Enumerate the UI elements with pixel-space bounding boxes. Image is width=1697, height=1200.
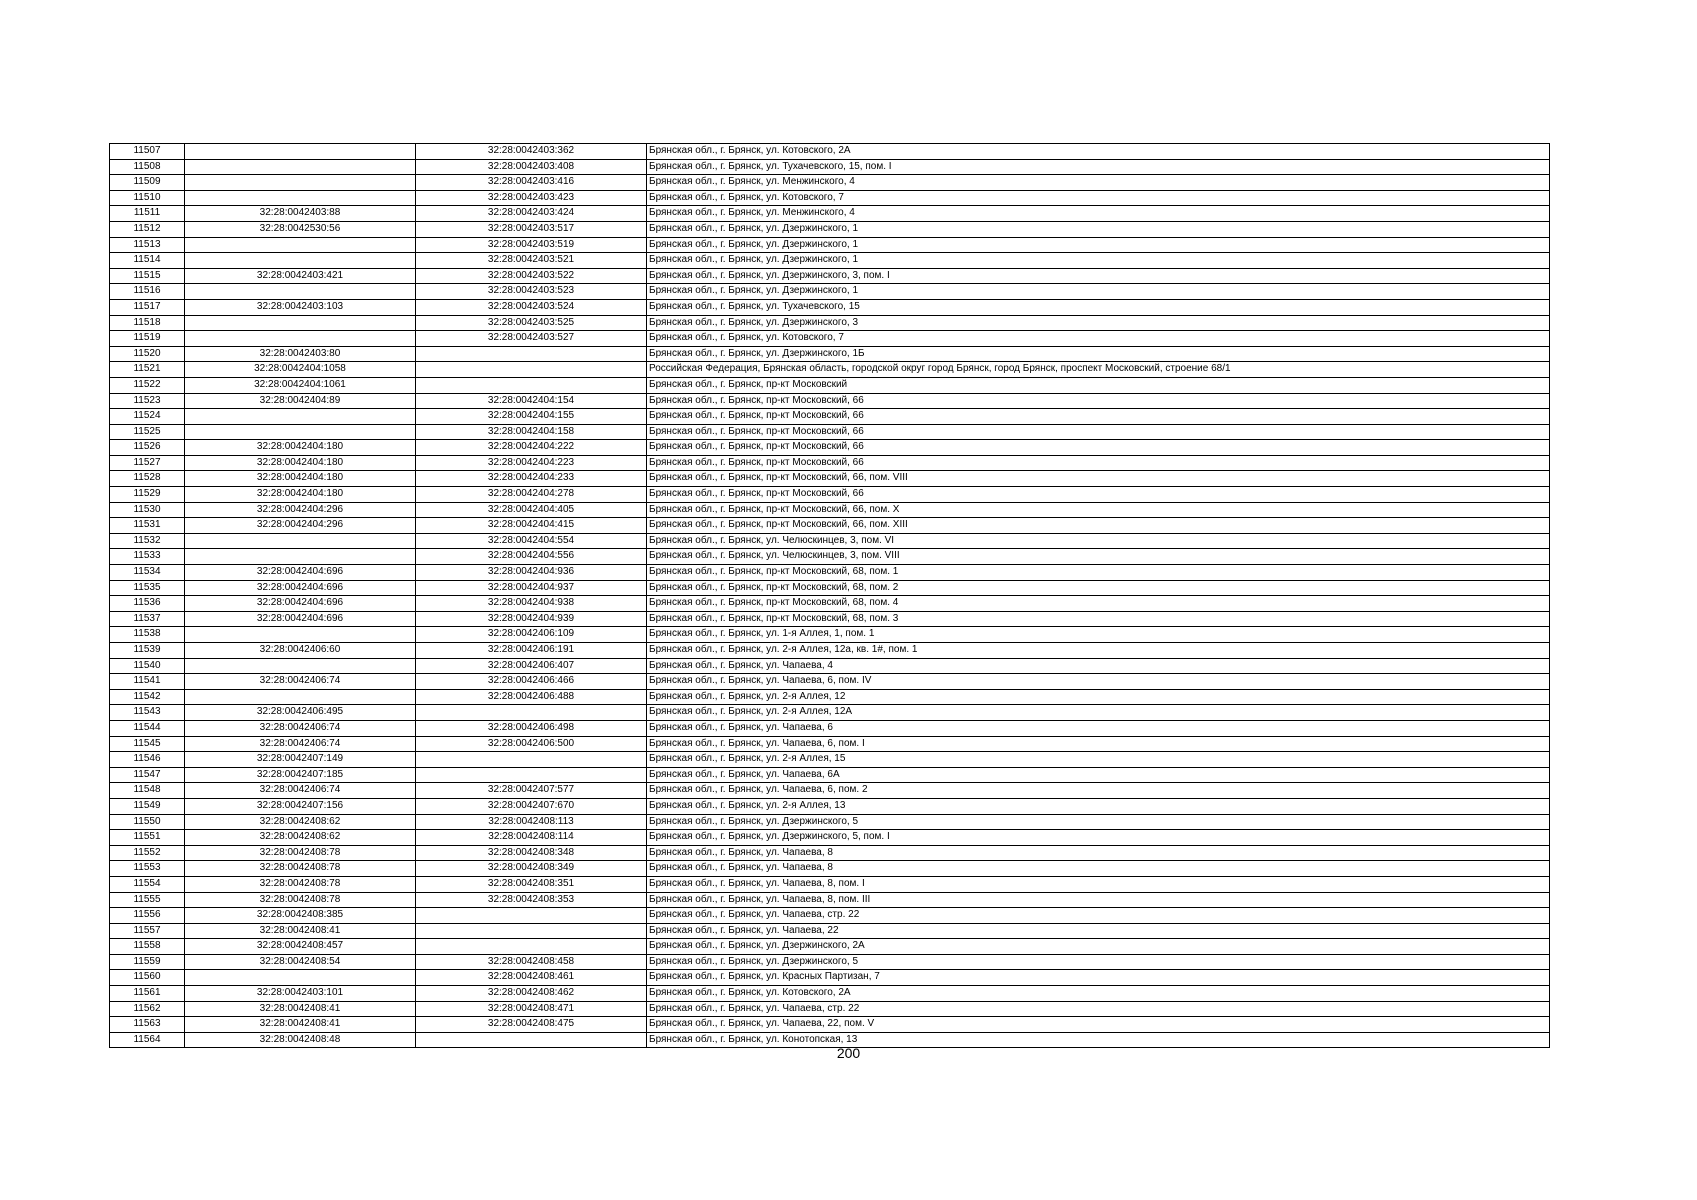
parent-cadastral-number <box>185 549 416 565</box>
cadastral-number: 32:28:0042403:423 <box>416 190 647 206</box>
address: Брянская обл., г. Брянск, ул. Чапаева, стр. 22 <box>647 908 1550 924</box>
address: Брянская обл., г. Брянск, пр-кт Московский, 66 <box>647 424 1550 440</box>
parent-cadastral-number: 32:28:0042406:495 <box>185 705 416 721</box>
table-row <box>110 409 1550 425</box>
cadastral-number: 32:28:0042408:461 <box>416 970 647 986</box>
address: Брянская обл., г. Брянск, ул. Чапаева, стр. 22 <box>647 1001 1550 1017</box>
address: Брянская обл., г. Брянск, ул. Чапаева, 22 <box>647 923 1550 939</box>
address: Брянская обл., г. Брянск, пр-кт Московский, 66 <box>647 487 1550 503</box>
address: Брянская обл., г. Брянск, ул. 1-я Аллея, 1, пом. 1 <box>647 627 1550 643</box>
parent-cadastral-number: 32:28:0042407:156 <box>185 798 416 814</box>
parent-cadastral-number: 32:28:0042404:296 <box>185 502 416 518</box>
cadastral-number: 32:28:0042404:556 <box>416 549 647 565</box>
parent-cadastral-number: 32:28:0042408:78 <box>185 861 416 877</box>
row-number: 11560 <box>110 970 185 986</box>
table-row <box>110 658 1550 674</box>
registry-table-body <box>110 144 1550 1048</box>
row-number: 11516 <box>110 284 185 300</box>
table-row <box>110 705 1550 721</box>
address: Брянская обл., г. Брянск, ул. Дзержинского, 2А <box>647 939 1550 955</box>
row-number: 11542 <box>110 689 185 705</box>
row-number: 11546 <box>110 752 185 768</box>
row-number: 11513 <box>110 237 185 253</box>
row-number: 11511 <box>110 206 185 222</box>
row-number: 11508 <box>110 159 185 175</box>
address: Брянская обл., г. Брянск, ул. Челюскинцев, 3, пом. VI <box>647 533 1550 549</box>
address: Российская Федерация, Брянская область, городской округ город Брянск, город Брянск, проспект Московский, строение 68/1 <box>647 362 1550 378</box>
parent-cadastral-number: 32:28:0042404:696 <box>185 580 416 596</box>
row-number: 11558 <box>110 939 185 955</box>
parent-cadastral-number: 32:28:0042404:1058 <box>185 362 416 378</box>
table-row <box>110 767 1550 783</box>
table-row <box>110 954 1550 970</box>
table-row <box>110 627 1550 643</box>
parent-cadastral-number: 32:28:0042408:78 <box>185 876 416 892</box>
address: Брянская обл., г. Брянск, пр-кт Московский, 68, пом. 2 <box>647 580 1550 596</box>
row-number: 11507 <box>110 144 185 160</box>
row-number: 11556 <box>110 908 185 924</box>
cadastral-number <box>416 362 647 378</box>
cadastral-number: 32:28:0042406:488 <box>416 689 647 705</box>
parent-cadastral-number <box>185 424 416 440</box>
parent-cadastral-number: 32:28:0042407:149 <box>185 752 416 768</box>
cadastral-number: 32:28:0042403:521 <box>416 253 647 269</box>
address: Брянская обл., г. Брянск, ул. Дзержинского, 1 <box>647 237 1550 253</box>
page-number: 200 <box>836 1045 861 1061</box>
parent-cadastral-number <box>185 331 416 347</box>
parent-cadastral-number: 32:28:0042408:62 <box>185 830 416 846</box>
row-number: 11562 <box>110 1001 185 1017</box>
table-row <box>110 221 1550 237</box>
cadastral-number <box>416 377 647 393</box>
row-number: 11549 <box>110 798 185 814</box>
cadastral-number: 32:28:0042404:154 <box>416 393 647 409</box>
row-number: 11548 <box>110 783 185 799</box>
parent-cadastral-number: 32:28:0042406:60 <box>185 643 416 659</box>
address: Брянская обл., г. Брянск, ул. Дзержинского, 1 <box>647 284 1550 300</box>
row-number: 11539 <box>110 643 185 659</box>
cadastral-number: 32:28:0042403:522 <box>416 268 647 284</box>
row-number: 11519 <box>110 331 185 347</box>
table-row <box>110 689 1550 705</box>
cadastral-number <box>416 346 647 362</box>
table-row <box>110 268 1550 284</box>
table-row <box>110 783 1550 799</box>
row-number: 11526 <box>110 440 185 456</box>
address: Брянская обл., г. Брянск, пр-кт Московский, 66, пом. XIII <box>647 518 1550 534</box>
table-row <box>110 487 1550 503</box>
table-row <box>110 596 1550 612</box>
table-row <box>110 674 1550 690</box>
parent-cadastral-number <box>185 237 416 253</box>
parent-cadastral-number: 32:28:0042406:74 <box>185 674 416 690</box>
address: Брянская обл., г. Брянск, ул. 2-я Аллея, 12А <box>647 705 1550 721</box>
cadastral-number: 32:28:0042403:519 <box>416 237 647 253</box>
parent-cadastral-number: 32:28:0042404:89 <box>185 393 416 409</box>
table-row <box>110 892 1550 908</box>
table-row <box>110 814 1550 830</box>
parent-cadastral-number: 32:28:0042404:696 <box>185 565 416 581</box>
cadastral-number: 32:28:0042404:936 <box>416 565 647 581</box>
parent-cadastral-number: 32:28:0042408:41 <box>185 1017 416 1033</box>
parent-cadastral-number: 32:28:0042408:78 <box>185 845 416 861</box>
parent-cadastral-number <box>185 970 416 986</box>
cadastral-number: 32:28:0042404:155 <box>416 409 647 425</box>
row-number: 11525 <box>110 424 185 440</box>
cadastral-number: 32:28:0042404:278 <box>416 487 647 503</box>
address: Брянская обл., г. Брянск, ул. Менжинского, 4 <box>647 206 1550 222</box>
table-row <box>110 908 1550 924</box>
address: Брянская обл., г. Брянск, пр-кт Московский, 66 <box>647 440 1550 456</box>
row-number: 11550 <box>110 814 185 830</box>
row-number: 11557 <box>110 923 185 939</box>
address: Брянская обл., г. Брянск, ул. Дзержинского, 1 <box>647 253 1550 269</box>
cadastral-number: 32:28:0042403:525 <box>416 315 647 331</box>
address: Брянская обл., г. Брянск, ул. 2-я Аллея, 13 <box>647 798 1550 814</box>
row-number: 11545 <box>110 736 185 752</box>
row-number: 11521 <box>110 362 185 378</box>
address: Брянская обл., г. Брянск, ул. Дзержинского, 5 <box>647 954 1550 970</box>
cadastral-number: 32:28:0042403:408 <box>416 159 647 175</box>
parent-cadastral-number: 32:28:0042408:48 <box>185 1032 416 1048</box>
cadastral-number: 32:28:0042403:362 <box>416 144 647 160</box>
table-row <box>110 845 1550 861</box>
address: Брянская обл., г. Брянск, ул. Дзержинского, 3 <box>647 315 1550 331</box>
row-number: 11530 <box>110 502 185 518</box>
row-number: 11552 <box>110 845 185 861</box>
address: Брянская обл., г. Брянск, ул. Чапаева, 6 <box>647 720 1550 736</box>
row-number: 11514 <box>110 253 185 269</box>
address: Брянская обл., г. Брянск, ул. Котовского, 7 <box>647 190 1550 206</box>
cadastral-number: 32:28:0042408:353 <box>416 892 647 908</box>
table-row <box>110 424 1550 440</box>
cadastral-number <box>416 705 647 721</box>
row-number: 11544 <box>110 720 185 736</box>
table-row <box>110 736 1550 752</box>
row-number: 11532 <box>110 533 185 549</box>
parent-cadastral-number: 32:28:0042406:74 <box>185 736 416 752</box>
row-number: 11551 <box>110 830 185 846</box>
parent-cadastral-number <box>185 533 416 549</box>
cadastral-number <box>416 767 647 783</box>
table-row <box>110 533 1550 549</box>
address: Брянская обл., г. Брянск, ул. Чапаева, 6, пом. IV <box>647 674 1550 690</box>
parent-cadastral-number <box>185 627 416 643</box>
table-row <box>110 565 1550 581</box>
parent-cadastral-number: 32:28:0042403:101 <box>185 986 416 1002</box>
table-row <box>110 518 1550 534</box>
table-row <box>110 1017 1550 1033</box>
row-number: 11555 <box>110 892 185 908</box>
table-row <box>110 643 1550 659</box>
address: Брянская обл., г. Брянск, пр-кт Московский, 66, пом. VIII <box>647 471 1550 487</box>
table-row <box>110 830 1550 846</box>
parent-cadastral-number <box>185 190 416 206</box>
row-number: 11534 <box>110 565 185 581</box>
parent-cadastral-number: 32:28:0042408:62 <box>185 814 416 830</box>
address: Брянская обл., г. Брянск, пр-кт Московский <box>647 377 1550 393</box>
row-number: 11554 <box>110 876 185 892</box>
registry-table <box>109 143 1550 1048</box>
row-number: 11510 <box>110 190 185 206</box>
table-row <box>110 190 1550 206</box>
address: Брянская обл., г. Брянск, ул. Чапаева, 6, пом. 2 <box>647 783 1550 799</box>
cadastral-number: 32:28:0042406:466 <box>416 674 647 690</box>
cadastral-number: 32:28:0042403:523 <box>416 284 647 300</box>
table-row <box>110 331 1550 347</box>
address: Брянская обл., г. Брянск, ул. Менжинского, 4 <box>647 175 1550 191</box>
parent-cadastral-number: 32:28:0042408:385 <box>185 908 416 924</box>
table-row <box>110 175 1550 191</box>
row-number: 11529 <box>110 487 185 503</box>
parent-cadastral-number <box>185 144 416 160</box>
parent-cadastral-number: 32:28:0042406:74 <box>185 720 416 736</box>
address: Брянская обл., г. Брянск, ул. Чапаева, 8 <box>647 861 1550 877</box>
table-row <box>110 237 1550 253</box>
parent-cadastral-number <box>185 689 416 705</box>
cadastral-number: 32:28:0042408:349 <box>416 861 647 877</box>
address: Брянская обл., г. Брянск, ул. 2-я Аллея, 12а, кв. 1#, пом. 1 <box>647 643 1550 659</box>
address: Брянская обл., г. Брянск, пр-кт Московский, 66 <box>647 455 1550 471</box>
address: Брянская обл., г. Брянск, ул. Котовского, 7 <box>647 331 1550 347</box>
table-row <box>110 752 1550 768</box>
address: Брянская обл., г. Брянск, ул. 2-я Аллея, 15 <box>647 752 1550 768</box>
cadastral-number: 32:28:0042408:458 <box>416 954 647 970</box>
parent-cadastral-number <box>185 315 416 331</box>
parent-cadastral-number: 32:28:0042403:88 <box>185 206 416 222</box>
address: Брянская обл., г. Брянск, ул. 2-я Аллея, 12 <box>647 689 1550 705</box>
address: Брянская обл., г. Брянск, ул. Котовского, 2А <box>647 986 1550 1002</box>
row-number: 11509 <box>110 175 185 191</box>
cadastral-number: 32:28:0042408:475 <box>416 1017 647 1033</box>
address: Брянская обл., г. Брянск, ул. Чапаева, 4 <box>647 658 1550 674</box>
parent-cadastral-number: 32:28:0042407:185 <box>185 767 416 783</box>
table-row <box>110 299 1550 315</box>
table-row <box>110 315 1550 331</box>
cadastral-number <box>416 908 647 924</box>
address: Брянская обл., г. Брянск, пр-кт Московский, 66 <box>647 393 1550 409</box>
cadastral-number <box>416 939 647 955</box>
parent-cadastral-number: 32:28:0042404:180 <box>185 487 416 503</box>
address: Брянская обл., г. Брянск, ул. Чапаева, 22, пом. V <box>647 1017 1550 1033</box>
address: Брянская обл., г. Брянск, пр-кт Московский, 68, пом. 4 <box>647 596 1550 612</box>
cadastral-number <box>416 923 647 939</box>
row-number: 11559 <box>110 954 185 970</box>
parent-cadastral-number: 32:28:0042408:457 <box>185 939 416 955</box>
row-number: 11523 <box>110 393 185 409</box>
row-number: 11541 <box>110 674 185 690</box>
row-number: 11537 <box>110 611 185 627</box>
table-row <box>110 377 1550 393</box>
cadastral-number: 32:28:0042404:158 <box>416 424 647 440</box>
table-row <box>110 970 1550 986</box>
table-row <box>110 455 1550 471</box>
row-number: 11517 <box>110 299 185 315</box>
cadastral-number: 32:28:0042406:191 <box>416 643 647 659</box>
row-number: 11528 <box>110 471 185 487</box>
cadastral-number: 32:28:0042408:471 <box>416 1001 647 1017</box>
table-row <box>110 861 1550 877</box>
row-number: 11531 <box>110 518 185 534</box>
row-number: 11538 <box>110 627 185 643</box>
address: Брянская обл., г. Брянск, пр-кт Московский, 68, пом. 1 <box>647 565 1550 581</box>
row-number: 11512 <box>110 221 185 237</box>
address: Брянская обл., г. Брянск, ул. Дзержинского, 3, пом. I <box>647 268 1550 284</box>
parent-cadastral-number <box>185 658 416 674</box>
table-row <box>110 720 1550 736</box>
row-number: 11563 <box>110 1017 185 1033</box>
table-row <box>110 346 1550 362</box>
address: Брянская обл., г. Брянск, ул. Дзержинского, 1Б <box>647 346 1550 362</box>
table-row <box>110 939 1550 955</box>
row-number: 11524 <box>110 409 185 425</box>
table-row <box>110 986 1550 1002</box>
cadastral-number: 32:28:0042404:939 <box>416 611 647 627</box>
parent-cadastral-number: 32:28:0042403:421 <box>185 268 416 284</box>
address: Брянская обл., г. Брянск, ул. Дзержинского, 5 <box>647 814 1550 830</box>
row-number: 11540 <box>110 658 185 674</box>
table-row <box>110 393 1550 409</box>
cadastral-number: 32:28:0042403:517 <box>416 221 647 237</box>
parent-cadastral-number: 32:28:0042404:296 <box>185 518 416 534</box>
parent-cadastral-number: 32:28:0042404:180 <box>185 440 416 456</box>
table-row <box>110 549 1550 565</box>
cadastral-number: 32:28:0042403:524 <box>416 299 647 315</box>
cadastral-number: 32:28:0042408:113 <box>416 814 647 830</box>
cadastral-number: 32:28:0042407:670 <box>416 798 647 814</box>
parent-cadastral-number: 32:28:0042406:74 <box>185 783 416 799</box>
parent-cadastral-number: 32:28:0042408:41 <box>185 1001 416 1017</box>
cadastral-number: 32:28:0042408:114 <box>416 830 647 846</box>
table-row <box>110 144 1550 160</box>
row-number: 11535 <box>110 580 185 596</box>
row-number: 11564 <box>110 1032 185 1048</box>
cadastral-number: 32:28:0042404:554 <box>416 533 647 549</box>
address: Брянская обл., г. Брянск, ул. Чапаева, 8 <box>647 845 1550 861</box>
table-row <box>110 206 1550 222</box>
cadastral-number: 32:28:0042406:498 <box>416 720 647 736</box>
address: Брянская обл., г. Брянск, ул. Дзержинского, 1 <box>647 221 1550 237</box>
address: Брянская обл., г. Брянск, ул. Чапаева, 8, пом. I <box>647 876 1550 892</box>
table-row <box>110 253 1550 269</box>
table-row <box>110 502 1550 518</box>
address: Брянская обл., г. Брянск, ул. Чапаева, 6А <box>647 767 1550 783</box>
table-row <box>110 798 1550 814</box>
parent-cadastral-number: 32:28:0042408:54 <box>185 954 416 970</box>
cadastral-number: 32:28:0042408:348 <box>416 845 647 861</box>
table-row <box>110 876 1550 892</box>
parent-cadastral-number: 32:28:0042404:696 <box>185 596 416 612</box>
row-number: 11547 <box>110 767 185 783</box>
address: Брянская обл., г. Брянск, ул. Чапаева, 6, пом. I <box>647 736 1550 752</box>
row-number: 11518 <box>110 315 185 331</box>
parent-cadastral-number <box>185 284 416 300</box>
parent-cadastral-number: 32:28:0042404:1061 <box>185 377 416 393</box>
cadastral-number: 32:28:0042408:351 <box>416 876 647 892</box>
table-row <box>110 1001 1550 1017</box>
address: Брянская обл., г. Брянск, пр-кт Московский, 68, пом. 3 <box>647 611 1550 627</box>
row-number: 11561 <box>110 986 185 1002</box>
cadastral-number: 32:28:0042404:233 <box>416 471 647 487</box>
cadastral-number: 32:28:0042404:222 <box>416 440 647 456</box>
table-row <box>110 440 1550 456</box>
address: Брянская обл., г. Брянск, пр-кт Московский, 66, пом. X <box>647 502 1550 518</box>
table-row <box>110 611 1550 627</box>
cadastral-number: 32:28:0042407:577 <box>416 783 647 799</box>
parent-cadastral-number: 32:28:0042403:103 <box>185 299 416 315</box>
cadastral-number: 32:28:0042408:462 <box>416 986 647 1002</box>
cadastral-number: 32:28:0042403:527 <box>416 331 647 347</box>
cadastral-number: 32:28:0042406:109 <box>416 627 647 643</box>
address: Брянская обл., г. Брянск, ул. Котовского, 2А <box>647 144 1550 160</box>
row-number: 11533 <box>110 549 185 565</box>
cadastral-number: 32:28:0042404:938 <box>416 596 647 612</box>
parent-cadastral-number: 32:28:0042404:180 <box>185 455 416 471</box>
table-row <box>110 580 1550 596</box>
row-number: 11536 <box>110 596 185 612</box>
parent-cadastral-number: 32:28:0042408:41 <box>185 923 416 939</box>
parent-cadastral-number: 32:28:0042408:78 <box>185 892 416 908</box>
cadastral-number: 32:28:0042403:424 <box>416 206 647 222</box>
cadastral-number: 32:28:0042406:407 <box>416 658 647 674</box>
cadastral-number <box>416 752 647 768</box>
address: Брянская обл., г. Брянск, ул. Конотопская, 13 <box>647 1032 1550 1048</box>
table-row <box>110 923 1550 939</box>
parent-cadastral-number: 32:28:0042403:80 <box>185 346 416 362</box>
address: Брянская обл., г. Брянск, пр-кт Московский, 66 <box>647 409 1550 425</box>
table-row <box>110 159 1550 175</box>
table-row <box>110 471 1550 487</box>
row-number: 11527 <box>110 455 185 471</box>
table-row <box>110 284 1550 300</box>
parent-cadastral-number <box>185 175 416 191</box>
address: Брянская обл., г. Брянск, ул. Челюскинцев, 3, пом. VIII <box>647 549 1550 565</box>
parent-cadastral-number: 32:28:0042404:696 <box>185 611 416 627</box>
row-number: 11553 <box>110 861 185 877</box>
parent-cadastral-number: 32:28:0042404:180 <box>185 471 416 487</box>
cadastral-number: 32:28:0042403:416 <box>416 175 647 191</box>
row-number: 11515 <box>110 268 185 284</box>
address: Брянская обл., г. Брянск, ул. Тухачевского, 15 <box>647 299 1550 315</box>
address: Брянская обл., г. Брянск, ул. Чапаева, 8, пом. III <box>647 892 1550 908</box>
parent-cadastral-number <box>185 409 416 425</box>
cadastral-number: 32:28:0042404:937 <box>416 580 647 596</box>
address: Брянская обл., г. Брянск, ул. Дзержинского, 5, пом. I <box>647 830 1550 846</box>
parent-cadastral-number <box>185 253 416 269</box>
row-number: 11520 <box>110 346 185 362</box>
address: Брянская обл., г. Брянск, ул. Тухачевского, 15, пом. I <box>647 159 1550 175</box>
address: Брянская обл., г. Брянск, ул. Красных Партизан, 7 <box>647 970 1550 986</box>
row-number: 11522 <box>110 377 185 393</box>
parent-cadastral-number <box>185 159 416 175</box>
cadastral-number: 32:28:0042404:405 <box>416 502 647 518</box>
cadastral-number: 32:28:0042404:223 <box>416 455 647 471</box>
cadastral-number: 32:28:0042406:500 <box>416 736 647 752</box>
cadastral-number: 32:28:0042404:415 <box>416 518 647 534</box>
row-number: 11543 <box>110 705 185 721</box>
parent-cadastral-number: 32:28:0042530:56 <box>185 221 416 237</box>
table-row <box>110 362 1550 378</box>
